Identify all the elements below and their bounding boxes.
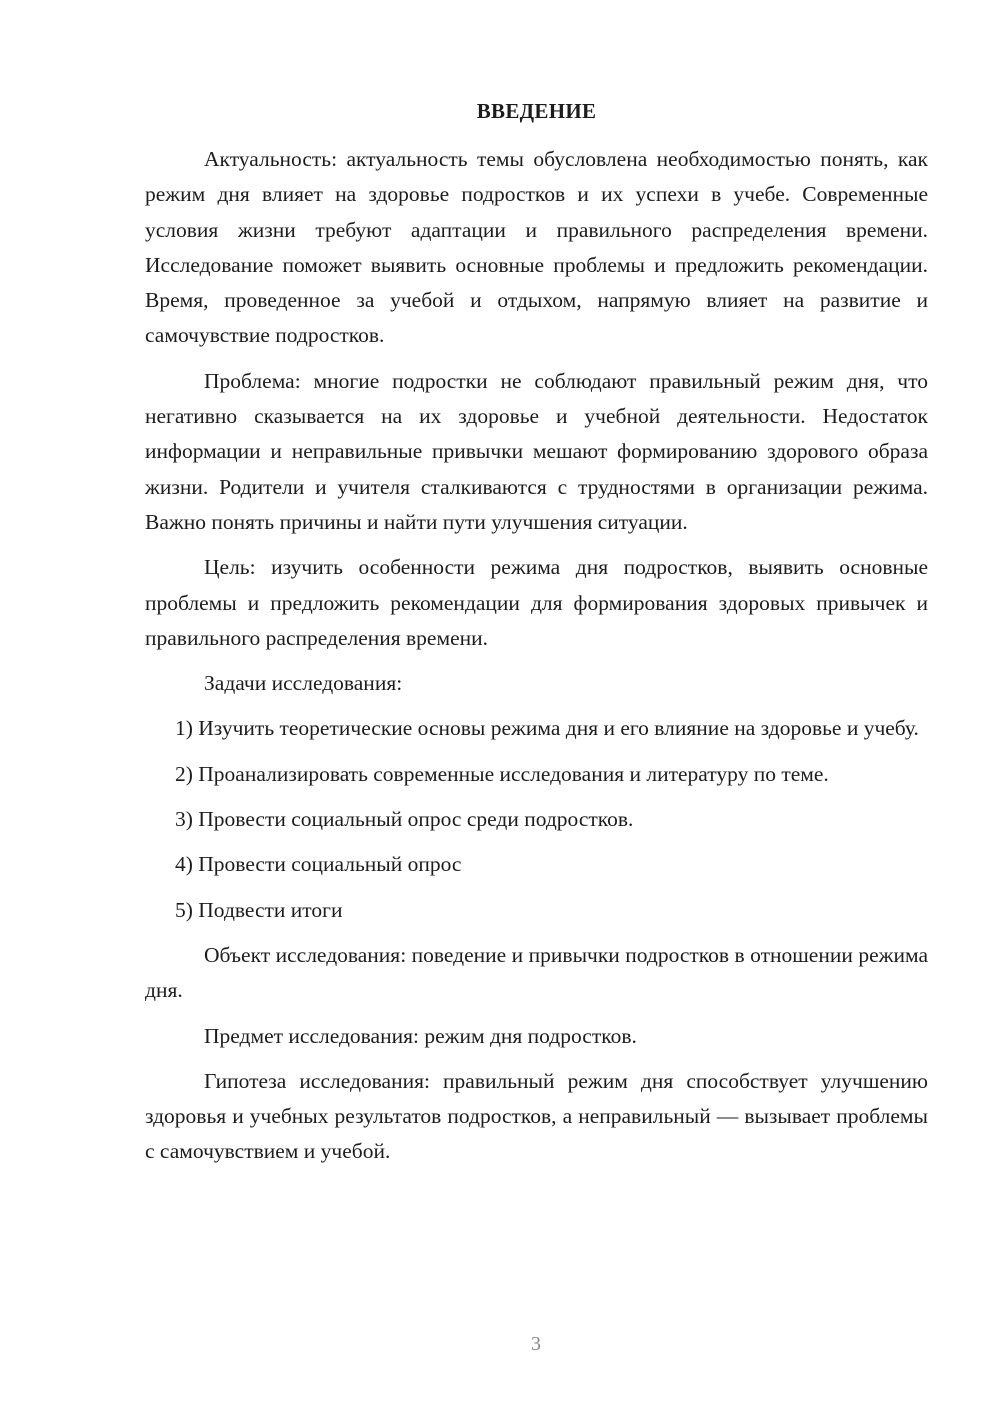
paragraph-goal: Цель: изучить особенности режима дня подростков, выявить основные проблемы и предложить рекомендации для формирования здоровых привычек и правильного распределения времени. (145, 555, 928, 650)
page-title: ВВЕДЕНИЕ (476, 99, 597, 123)
paragraph-subject: Предмет исследования: режим дня подростков. (204, 1023, 637, 1048)
task-item: 2) Проанализировать современные исследования и литературу по теме. (175, 761, 829, 786)
task-item: 1) Изучить теоретические основы режима дня и его влияние на здоровье и учебу. (175, 716, 919, 741)
task-item: 4) Провести социальный опрос (175, 852, 462, 877)
paragraph-problem: Проблема: многие подростки не соблюдают правильный режим дня, что негативно сказывается на их здоровье и учебной деятельности. Недостаток информации и неправильные привычки мешают формированию здорового образа жизни. Родители и учителя сталкиваются с трудностями в организации режима. Важно понять причины и найти пути улучшения ситуации. (145, 368, 928, 534)
task-item: 3) Провести социальный опрос среди подростков. (175, 807, 634, 832)
paragraph-tasks-heading: Задачи исследования: (204, 671, 403, 696)
document-body (145, 142, 928, 1180)
paragraph-object: Объект исследования: поведение и привычки подростков в отношении режима дня. (145, 942, 928, 1003)
paragraph-hypothesis: Гипотеза исследования: правильный режим дня способствует улучшению здоровья и учебных результатов подростков, а неправильный — вызывает проблемы с самочувствием и учебой. (145, 1068, 928, 1164)
paragraph-relevance: Актуальность: актуальность темы обусловлена необходимостью понять, как режим дня влияет на здоровье подростков и их успехи в учебе. Современные условия жизни требуют адаптации и правильного распределения времени. Исследование поможет выявить основные проблемы и предложить рекомендации. Время, проведенное за учебой и отдыхом, напрямую влияет на развитие и самочувствие подростков. (145, 147, 928, 348)
page-number: 3 (531, 1333, 541, 1355)
task-item: 5) Подвести итоги (175, 897, 343, 922)
